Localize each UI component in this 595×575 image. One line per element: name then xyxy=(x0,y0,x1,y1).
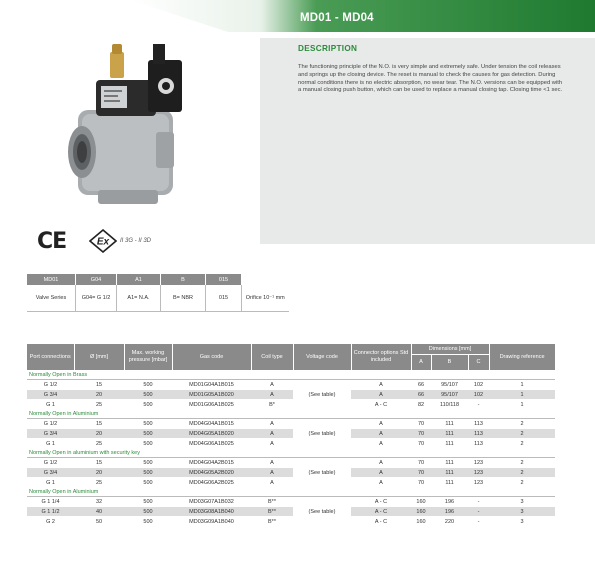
code-cell: Orifice 10⁻¹ mm xyxy=(242,285,289,312)
table-cell: 111 xyxy=(431,429,468,439)
product-table-body xyxy=(27,371,555,527)
table-cell: 500 xyxy=(124,390,172,400)
ce-mark: CE xyxy=(37,229,67,254)
table-cell: 500 xyxy=(124,507,172,517)
table-cell: A xyxy=(251,458,293,468)
atex-ex-icon xyxy=(89,229,117,253)
table-cell: 2 xyxy=(489,439,555,449)
col-dim-a: A xyxy=(411,355,431,371)
header-banner xyxy=(0,0,595,38)
table-cell: 500 xyxy=(124,478,172,488)
table-cell: G 1/2 xyxy=(27,380,74,390)
table-cell: G 3/4 xyxy=(27,468,74,478)
table-cell: 2 xyxy=(489,419,555,429)
col-port: Port connections xyxy=(27,344,74,371)
table-row xyxy=(27,507,555,517)
table-cell: 1 xyxy=(489,390,555,400)
table-row xyxy=(27,517,555,527)
section-row xyxy=(27,488,555,497)
section-row xyxy=(27,449,555,458)
table-cell: G 1/2 xyxy=(27,419,74,429)
table-cell: 1 xyxy=(489,400,555,410)
table-row xyxy=(27,429,555,439)
table-row xyxy=(27,439,555,449)
col-connector: Connector options Std included xyxy=(351,344,411,371)
table-cell: MD04G04A2B015 xyxy=(172,458,251,468)
table-cell: 2 xyxy=(489,429,555,439)
table-cell: 123 xyxy=(468,478,489,488)
table-cell: 66 xyxy=(411,380,431,390)
col-voltage: Voltage code xyxy=(293,344,351,371)
col-coil: Coil type xyxy=(251,344,293,371)
table-cell: 95/107 xyxy=(431,380,468,390)
table-cell: 111 xyxy=(431,458,468,468)
code-cell: B= NBR xyxy=(161,285,206,312)
table-cell: 110/118 xyxy=(431,400,468,410)
table-cell: MD04G05A2B020 xyxy=(172,468,251,478)
table-cell: 160 xyxy=(411,497,431,507)
table-cell: MD04G06A2B025 xyxy=(172,478,251,488)
code-header-cell: G04 xyxy=(76,274,117,285)
col-dim-c: C xyxy=(468,355,489,371)
table-cell: G 3/4 xyxy=(27,429,74,439)
table-row xyxy=(27,390,555,400)
table-cell: MD01G05A1B020 xyxy=(172,390,251,400)
code-header-cell: 015 xyxy=(206,274,242,285)
table-cell: 15 xyxy=(74,458,124,468)
table-cell: 111 xyxy=(431,468,468,478)
table-cell: 50 xyxy=(74,517,124,527)
table-cell: A xyxy=(351,458,411,468)
section-row xyxy=(27,410,555,419)
table-cell: 113 xyxy=(468,419,489,429)
table-cell: 3 xyxy=(489,517,555,527)
table-cell: 111 xyxy=(431,439,468,449)
table-cell: G 1/2 xyxy=(27,458,74,468)
table-cell: 3 xyxy=(489,507,555,517)
col-gas-code: Gas code xyxy=(172,344,251,371)
table-cell: 70 xyxy=(411,419,431,429)
table-cell: MD01G04A1B015 xyxy=(172,380,251,390)
table-row xyxy=(27,380,555,390)
col-dimensions: Dimensions [mm] xyxy=(411,344,489,355)
table-cell: A xyxy=(351,439,411,449)
table-cell: B* xyxy=(251,400,293,410)
code-header-cell: MD01 xyxy=(27,274,76,285)
table-cell: A xyxy=(251,439,293,449)
table-cell: G 2 xyxy=(27,517,74,527)
table-row xyxy=(27,478,555,488)
col-drawing: Drawing reference xyxy=(489,344,555,371)
table-cell: 70 xyxy=(411,429,431,439)
col-pressure: Max. working pressure [mbar] xyxy=(124,344,172,371)
table-cell: A xyxy=(251,468,293,478)
table-row xyxy=(27,400,555,410)
table-cell: 82 xyxy=(411,400,431,410)
table-cell: 2 xyxy=(489,478,555,488)
section-title: Normally Open in Aluminium xyxy=(27,488,555,497)
page-title: MD01 - MD04 xyxy=(300,12,374,24)
table-cell: 102 xyxy=(468,380,489,390)
table-row xyxy=(27,468,555,478)
table-cell: 70 xyxy=(411,458,431,468)
code-cell: G04= G 1/2 xyxy=(76,285,117,312)
table-cell: A xyxy=(351,380,411,390)
code-cell: A1= N.A. xyxy=(117,285,161,312)
ex-symbol-text: Ex xyxy=(96,236,110,248)
table-cell: 160 xyxy=(411,517,431,527)
table-cell: A xyxy=(251,419,293,429)
table-cell: 40 xyxy=(74,507,124,517)
table-cell: A xyxy=(351,390,411,400)
table-cell: 500 xyxy=(124,400,172,410)
solenoid-valve-image xyxy=(58,40,198,210)
table-cell: A xyxy=(251,429,293,439)
voltage-code-cell: (See table) xyxy=(293,458,351,488)
code-header-cell xyxy=(242,274,289,285)
table-cell: G 3/4 xyxy=(27,390,74,400)
table-cell: MD03G09A1B040 xyxy=(172,517,251,527)
description-text: The functioning principle of the N.O. is very simple and extremely safe. Under tension the coil releases and springs up the closing device. The reset is manual to check the causes for gas detection. During normal conditions there is no electric absorption, no wear tear. The N.O. versions can be equipped with a manual closing push button, which can be used to replace a manual closing tap. Closing time <1 sec. xyxy=(298,64,563,94)
section-title: Normally Open in Brass xyxy=(27,371,555,380)
table-cell: 70 xyxy=(411,478,431,488)
table-cell: A xyxy=(351,478,411,488)
code-cell: Valve Series xyxy=(27,285,76,312)
table-cell: A xyxy=(251,380,293,390)
product-table xyxy=(27,344,556,527)
table-row xyxy=(27,458,555,468)
table-cell: MD04G04A1B015 xyxy=(172,419,251,429)
table-cell: 32 xyxy=(74,497,124,507)
table-cell: 500 xyxy=(124,380,172,390)
table-cell: MD04G06A1B025 xyxy=(172,439,251,449)
code-cell: 015 xyxy=(206,285,242,312)
table-cell: 500 xyxy=(124,419,172,429)
table-cell: A - C xyxy=(351,400,411,410)
table-cell: 70 xyxy=(411,439,431,449)
table-row xyxy=(27,419,555,429)
table-cell: 123 xyxy=(468,468,489,478)
table-cell: 500 xyxy=(124,439,172,449)
table-cell: MD03G08A1B040 xyxy=(172,507,251,517)
table-cell: 123 xyxy=(468,458,489,468)
table-cell: - xyxy=(468,497,489,507)
table-cell: 196 xyxy=(431,507,468,517)
voltage-code-cell: (See table) xyxy=(293,380,351,410)
table-cell: 113 xyxy=(468,439,489,449)
table-cell: 111 xyxy=(431,478,468,488)
description-heading: DESCRIPTION xyxy=(298,44,358,53)
table-cell: MD01G06A1B025 xyxy=(172,400,251,410)
table-cell: 1 xyxy=(489,380,555,390)
table-cell: 15 xyxy=(74,380,124,390)
table-cell: 111 xyxy=(431,419,468,429)
table-cell: B** xyxy=(251,517,293,527)
table-row xyxy=(27,497,555,507)
table-cell: 25 xyxy=(74,478,124,488)
col-dim-b: B xyxy=(431,355,468,371)
table-cell: 500 xyxy=(124,429,172,439)
table-cell: 220 xyxy=(431,517,468,527)
table-cell: A xyxy=(251,478,293,488)
code-header-cell: B xyxy=(161,274,206,285)
table-cell: 500 xyxy=(124,517,172,527)
table-cell: G 1 xyxy=(27,400,74,410)
table-cell: 20 xyxy=(74,390,124,400)
table-cell: G 1 xyxy=(27,439,74,449)
voltage-code-cell: (See table) xyxy=(293,419,351,449)
table-cell: 20 xyxy=(74,429,124,439)
table-cell: 70 xyxy=(411,468,431,478)
table-cell: A - C xyxy=(351,497,411,507)
code-header-cell: A1 xyxy=(117,274,161,285)
table-cell: 25 xyxy=(74,439,124,449)
table-cell: 160 xyxy=(411,507,431,517)
table-cell: 2 xyxy=(489,468,555,478)
table-cell: G 1 xyxy=(27,478,74,488)
table-cell: 196 xyxy=(431,497,468,507)
table-cell: 15 xyxy=(74,419,124,429)
table-cell: 3 xyxy=(489,497,555,507)
table-cell: - xyxy=(468,507,489,517)
code-breakdown-table xyxy=(27,274,289,312)
table-cell: 20 xyxy=(74,468,124,478)
voltage-code-cell: (See table) xyxy=(293,497,351,527)
table-cell: 113 xyxy=(468,429,489,439)
table-cell: 95/107 xyxy=(431,390,468,400)
table-cell: A - C xyxy=(351,507,411,517)
table-cell: 500 xyxy=(124,458,172,468)
table-cell: - xyxy=(468,517,489,527)
table-cell: 500 xyxy=(124,497,172,507)
table-cell: MD03G07A1B032 xyxy=(172,497,251,507)
table-cell: A xyxy=(351,429,411,439)
table-cell: 66 xyxy=(411,390,431,400)
table-cell: B** xyxy=(251,497,293,507)
table-cell: A xyxy=(351,419,411,429)
section-row xyxy=(27,371,555,380)
table-cell: 25 xyxy=(74,400,124,410)
table-cell: G 1 1/4 xyxy=(27,497,74,507)
table-cell: B** xyxy=(251,507,293,517)
table-cell: 102 xyxy=(468,390,489,400)
table-cell: A - C xyxy=(351,517,411,527)
section-title: Normally Open in aluminium with security key xyxy=(27,449,555,458)
section-title: Normally Open in Aluminium xyxy=(27,410,555,419)
table-cell: G 1 1/2 xyxy=(27,507,74,517)
atex-classification: II 3G - II 3D xyxy=(120,238,152,244)
table-cell: A xyxy=(251,390,293,400)
table-cell: 2 xyxy=(489,458,555,468)
table-cell: A xyxy=(351,468,411,478)
col-diameter: Ø [mm] xyxy=(74,344,124,371)
table-cell: - xyxy=(468,400,489,410)
table-cell: MD04G05A1B020 xyxy=(172,429,251,439)
table-cell: 500 xyxy=(124,468,172,478)
